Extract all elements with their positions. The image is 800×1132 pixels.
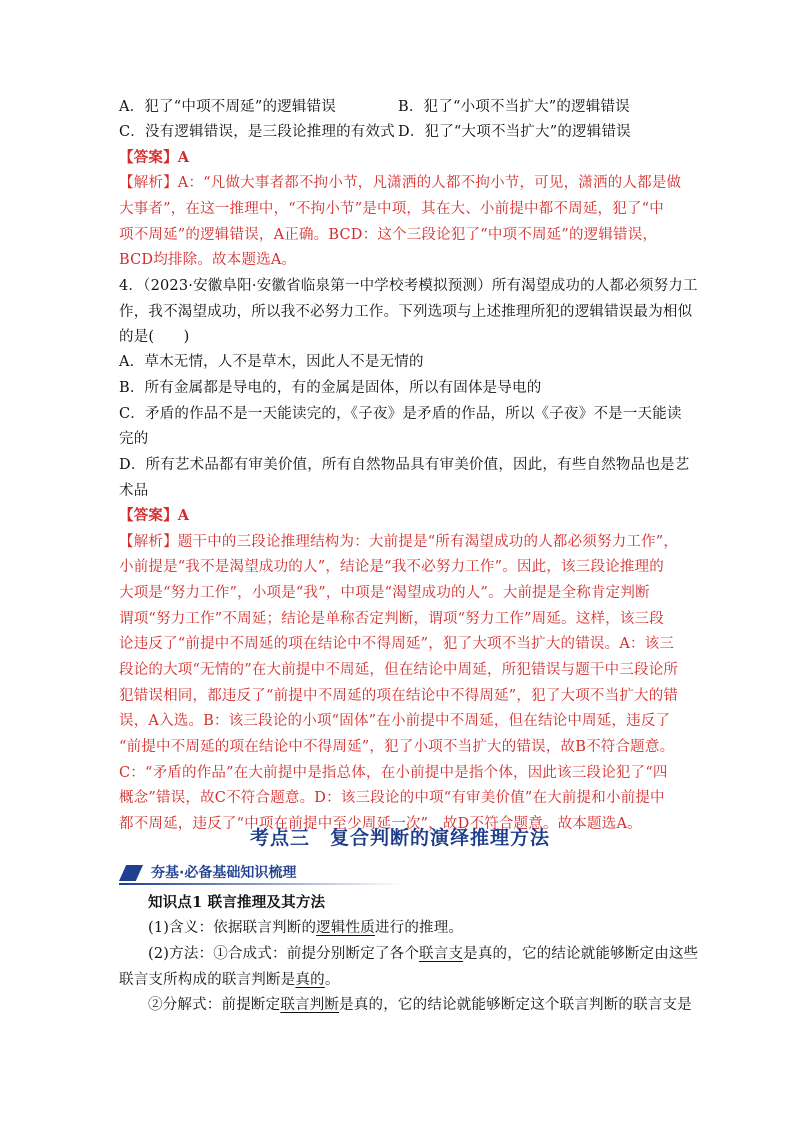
q4-stem-line: 4．（2023·安徽阜阳·安徽省临泉第一中学校考模拟预测）所有渴望成功的人都必须努力工: [119, 278, 698, 294]
knowledge-text: 。: [324, 972, 340, 988]
underlined-term: 真的: [295, 972, 325, 988]
knowledge-heading: 知识点1 联言推理及其方法: [148, 894, 326, 911]
q3-option-b: B．犯了“小项不当扩大”的逻辑错误: [398, 99, 630, 115]
q4-analysis-line: 【解析】题干中的三段论推理结构为：大前提是“所有渴望成功的人都必须努力工作”，: [119, 534, 679, 550]
knowledge-line-4: [148, 995, 692, 1015]
knowledge-text: 是真的，它的结论就能够断定由这些: [463, 946, 699, 962]
q4-analysis-line: 误，A入选。B：该三段论的小项“固体”在小前提中不周延，但在结论中周延，违反了: [119, 713, 671, 729]
q3-option-row-2: [119, 122, 631, 142]
q4-option-b: B．所有金属都是导电的，有的金属是固体，所以有固体是导电的: [119, 380, 542, 396]
q4-analysis-line: 小前提是“我不是渴望成功的人”，结论是“我不必努力工作”。因此，该三段论推理的: [119, 559, 664, 575]
q4-analysis-line: 犯错误相同，都违反了“前提中不周延的项在结论中不得周延”，犯了大项不当扩大的错: [119, 688, 679, 704]
q4-analysis-line: 大项是“努力工作”，小项是“我”，中项是“渴望成功的人”。大前提是全称肯定判断: [119, 585, 650, 601]
q3-option-d: D．犯了“大项不当扩大”的逻辑错误: [398, 124, 631, 140]
underlined-term: 联言支: [419, 946, 464, 962]
knowledge-line-3: [119, 970, 340, 990]
q4-stem-line: 的是( ): [119, 329, 190, 345]
q4-option-c: C．矛盾的作品不是一天能读完的，《子夜》是矛盾的作品，所以《子夜》不是一天能读: [119, 406, 682, 422]
underlined-term: 联言判断: [280, 997, 340, 1013]
q3-analysis-line: 【解析】A：“凡做大事者都不拘小节，凡潇洒的人都不拘小节，可见，潇洒的人都是做: [119, 175, 682, 191]
section-banner: [119, 861, 404, 885]
q3-analysis-line: BCD均排除。故本题选A。: [119, 252, 297, 268]
knowledge-text: 进行的推理。: [374, 920, 464, 936]
q4-option-d: D．所有艺术品都有审美价值，所有自然物品具有审美价值，因此，有些自然物品也是艺: [119, 457, 690, 473]
q4-answer: 【答案】A: [119, 507, 190, 524]
q3-option-a: A．犯了“中项不周延”的逻辑错误: [119, 99, 336, 115]
knowledge-line-1: [148, 918, 463, 938]
q4-analysis-line: 论违反了“前提中不周延的项在结论中不得周延”，犯了大项不当扩大的错误。A：该三: [119, 636, 675, 652]
knowledge-text: 联言支所构成的联言判断是: [119, 972, 296, 988]
q4-analysis-line: C：“矛盾的作品”在大前提中是指总体，在小前提中是指个体，因此该三段论犯了“四: [119, 765, 668, 781]
knowledge-text: ②分解式：前提断定: [148, 997, 281, 1013]
q4-analysis-line: 段论的大项“无情的”在大前提中不周延，但在结论中周延，所犯错误与题干中三段论所: [119, 662, 679, 678]
q4-stem-line: 作，我不渴望成功，所以我不必努力工作。下列选项与上述推理所犯的逻辑错误最为相似: [119, 304, 693, 320]
q4-analysis-line: 都不周延，违反了“中项在前提中至少周延一次”，故D不符合题意。故本题选A。: [119, 816, 642, 832]
q3-analysis-line: 大事者”，在这一推理中，“不拘小节”是中项，其在大、小前提中都不周延，犯了“中: [119, 201, 664, 217]
banner-text: 夯基·必备基础知识梳理: [151, 865, 297, 881]
banner-stripe-icon: [119, 865, 143, 881]
q3-option-c: C．没有逻辑错误，是三段论推理的有效式: [119, 124, 395, 140]
knowledge-line-2: [148, 944, 698, 964]
q4-analysis-line: “前提中不周延的项在结论中不得周延”，犯了小项不当扩大的错误，故B不符合题意。: [119, 739, 675, 755]
knowledge-text: (2)方法：①合成式：前提分别断定了各个: [148, 946, 420, 962]
q3-answer: 【答案】A: [119, 149, 190, 166]
q4-option-d-cont: 术品: [119, 483, 149, 499]
q3-analysis-line: 项不周延”的逻辑错误，A正确。BCD：这个三段论犯了“中项不周延”的逻辑错误，: [119, 227, 658, 243]
banner-underline: [119, 883, 404, 885]
knowledge-text: (1)含义：依据联言判断的: [148, 920, 317, 936]
q4-option-c-cont: 完的: [119, 431, 149, 447]
q4-analysis-line: 谓项“努力工作”不周延；结论是单称否定判断，谓项“努力工作”周延。这样，该三段: [119, 611, 664, 627]
q3-option-row-1: [119, 97, 630, 117]
q4-analysis-line: 概念”错误，故C不符合题意。D：该三段论的中项“有审美价值”在大前提和小前提中: [119, 790, 665, 806]
section-title: 考点三 复合判断的演绎推理方法: [249, 827, 550, 849]
knowledge-text: 是真的，它的结论就能够断定这个联言判断的联言支是: [339, 997, 692, 1013]
underlined-term: 逻辑性质: [316, 920, 375, 936]
q4-option-a: A．草木无情，人不是草木，因此人不是无情的: [119, 354, 424, 370]
